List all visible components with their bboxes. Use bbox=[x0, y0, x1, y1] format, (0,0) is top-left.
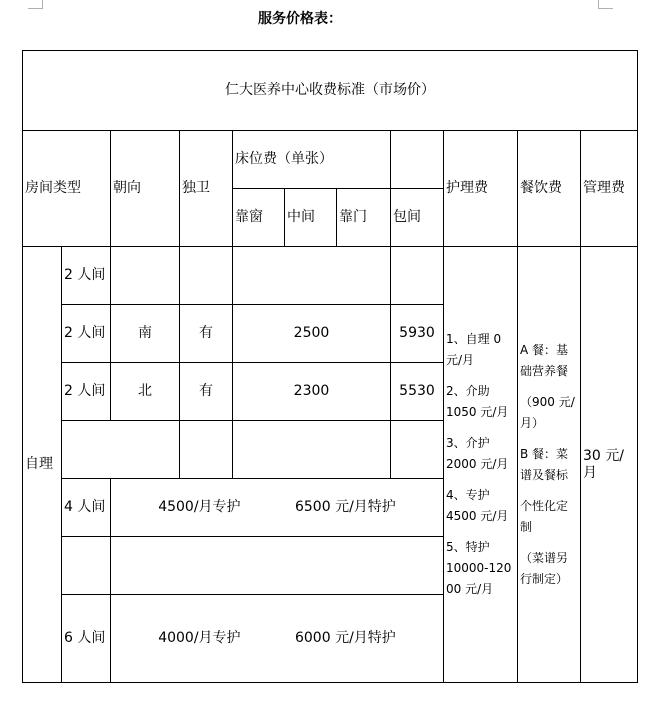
meal-fee-line: B 餐：菜 bbox=[520, 446, 569, 461]
six-person-care-price bbox=[111, 595, 444, 683]
care-fee-line: 1、自理 0 bbox=[446, 332, 502, 346]
header-bed-fee-blank bbox=[391, 131, 444, 189]
meal-fee-line: （菜谱另 bbox=[520, 550, 569, 565]
meal-fee-line: 础营养餐 bbox=[520, 363, 569, 378]
bathroom-cell bbox=[180, 247, 233, 305]
room-type-cell: 2 人间 bbox=[62, 363, 111, 421]
blank-bed-fee-cell bbox=[233, 421, 391, 479]
header-orientation: 朝向 bbox=[111, 131, 180, 247]
care-fee-line: 00 元/月 bbox=[446, 582, 494, 596]
price-table bbox=[22, 50, 638, 683]
care-fee-line: 2、介助 bbox=[446, 384, 490, 398]
room-type-6-person: 6 人间 bbox=[62, 595, 111, 683]
bathroom-cell: 有 bbox=[180, 363, 233, 421]
header-whole-room: 包间 bbox=[391, 189, 444, 247]
header-room-type: 房间类型 bbox=[23, 131, 111, 247]
orientation-cell bbox=[111, 247, 180, 305]
page-title: 服务价格表： bbox=[258, 11, 342, 27]
orientation-cell: 南 bbox=[111, 305, 180, 363]
care-fee-list bbox=[444, 247, 518, 683]
care-fee-line: 4500 元/月 bbox=[446, 509, 509, 523]
orientation-cell: 北 bbox=[111, 363, 180, 421]
header-mgmt-fee: 管理费 bbox=[581, 131, 638, 247]
meal-fee-line: 制 bbox=[520, 519, 533, 534]
room-type-cell: 2 人间 bbox=[62, 247, 111, 305]
care-fee-line: 1050 元/月 bbox=[446, 405, 509, 419]
header-meal-fee: 餐饮费 bbox=[518, 131, 581, 247]
header-by-window: 靠窗 bbox=[233, 189, 285, 247]
care-fee-line: 3、介护 bbox=[446, 436, 490, 450]
blank-whole-room-cell bbox=[391, 421, 444, 479]
special-care-price: 4500/月专护 bbox=[158, 499, 241, 516]
blank-price-cell bbox=[111, 537, 444, 595]
care-fee-line: 2000 元/月 bbox=[446, 457, 509, 471]
bathroom-cell: 有 bbox=[180, 305, 233, 363]
care-fee-line: 4、专护 bbox=[446, 488, 490, 502]
page-corner-mark-right bbox=[598, 0, 613, 9]
vip-care-price: 6000 元/月特护 bbox=[294, 630, 396, 647]
blank-room-cell bbox=[62, 537, 111, 595]
meal-fee-line: A 餐：基 bbox=[520, 342, 569, 357]
bed-fee-cell bbox=[233, 247, 391, 305]
mgmt-fee-line: 30 元/ bbox=[583, 447, 624, 464]
care-fee-line: 5、特护 bbox=[446, 540, 490, 554]
whole-room-cell: 5930 bbox=[391, 305, 444, 363]
meal-fee-line: 谱及餐标 bbox=[520, 467, 569, 482]
care-fee-line: 元/月 bbox=[446, 353, 475, 367]
vip-care-price: 6500 元/月特护 bbox=[294, 499, 396, 516]
header-bathroom: 独卫 bbox=[180, 131, 233, 247]
room-type-cell: 2 人间 bbox=[62, 305, 111, 363]
header-by-door: 靠门 bbox=[337, 189, 391, 247]
header-middle: 中间 bbox=[285, 189, 337, 247]
meal-fee-list bbox=[518, 247, 581, 683]
meal-fee-line: 月） bbox=[520, 415, 545, 430]
category-self-care: 自理 bbox=[23, 247, 62, 683]
header-bed-fee: 床位费（单张） bbox=[233, 131, 391, 189]
page-corner-mark-left bbox=[28, 0, 43, 9]
room-type-4-person: 4 人间 bbox=[62, 479, 111, 537]
care-fee-line: 10000-120 bbox=[446, 561, 512, 575]
bed-fee-cell: 2300 bbox=[233, 363, 391, 421]
whole-room-cell bbox=[391, 247, 444, 305]
four-person-care-price bbox=[111, 479, 444, 537]
bed-fee-cell: 2500 bbox=[233, 305, 391, 363]
header-care-fee: 护理费 bbox=[444, 131, 518, 247]
table-caption: 仁大医养中心收费标准（市场价） bbox=[23, 51, 638, 131]
whole-room-cell: 5530 bbox=[391, 363, 444, 421]
blank-room-cell bbox=[62, 421, 180, 479]
mgmt-fee-cell bbox=[581, 247, 638, 683]
meal-fee-line: 行制定） bbox=[520, 571, 569, 586]
meal-fee-line: （900 元/ bbox=[520, 394, 575, 409]
mgmt-fee-line: 月 bbox=[583, 464, 597, 481]
meal-fee-line: 个性化定 bbox=[520, 498, 569, 513]
special-care-price: 4000/月专护 bbox=[158, 630, 241, 647]
blank-bathroom-cell bbox=[180, 421, 233, 479]
